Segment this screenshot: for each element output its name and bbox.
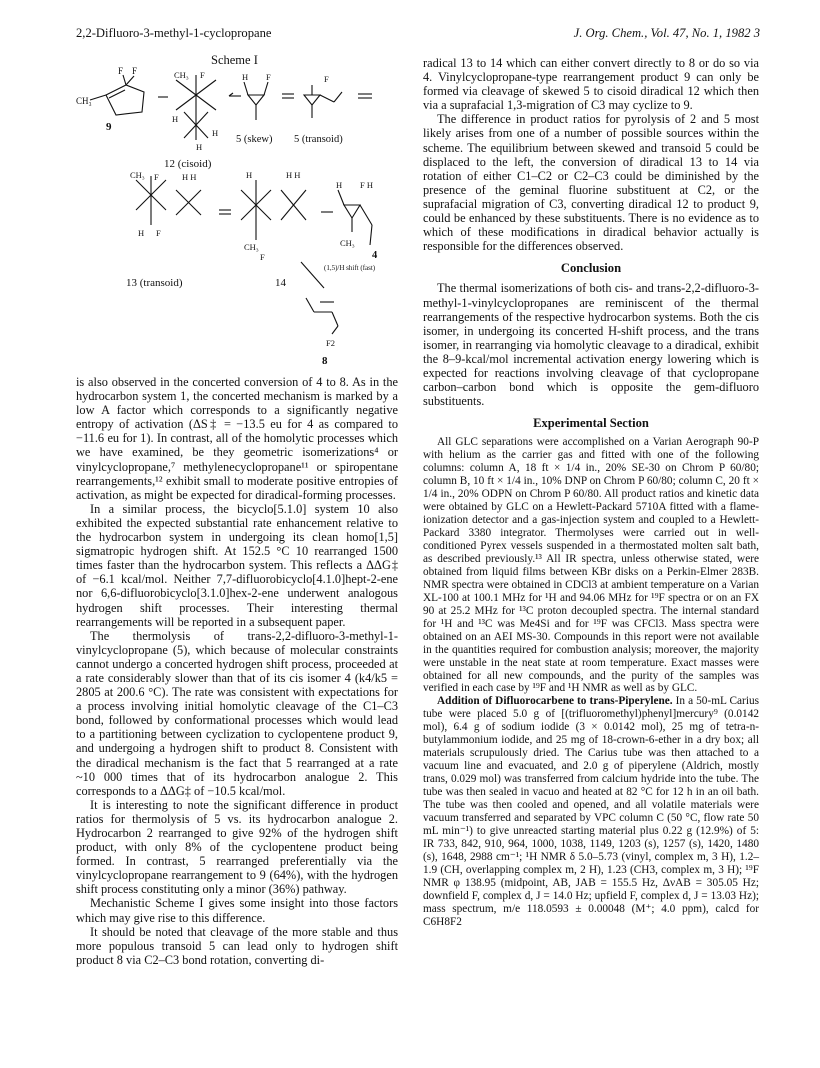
left-column — [76, 375, 398, 967]
svg-text:H: H — [138, 228, 145, 238]
svg-text:F: F — [118, 66, 124, 76]
svg-text:H H: H H — [182, 172, 197, 182]
paragraph: The thermolysis of trans-2,2-difluoro-3-methyl-1-vinylcyclopropane (5), which because of molecular constraints cannot undergo a concerted hydrogen shift process, proceeded at a rate considerably slower than that of its cis isomer 4 (k4/k5 = 2805 at 200.6 °C). The rate was consistent with expectations for a process involving initial homolytic cleavage of the C1–C3 bond, followed by conformational processes which would lead to a partitioning between cyclization to cyclopentene product 9, and undergoing a hydrogen shift to product 8. Consistent with the diradical mechanism is the fact that 5 rearranged at a rate ~10 000 times that of its hydrocarbon analogue 2. This corresponds to a ΔΔG‡ of −10.5 kcal/mol. — [76, 628, 398, 798]
label-5-transoid: 5 (transoid) — [294, 134, 343, 145]
svg-text:CH₃: CH₃ — [174, 70, 189, 80]
svg-text:H H: H H — [286, 170, 301, 180]
paragraph: is also observed in the concerted conversion of 4 to 8. As in the hydrocarbon system 1, the concerted mechanism is marked by a low A factor which corresponds to a significantly negative entropy of activation (ΔS‡ = −13.5 eu for 4 as compared to −11.6 eu for 1). In contrast, all of the homolytic processes which we have examined, be they geometric isomerizations⁴ or vinylcyclopropane,⁷ methylenecyclopropane¹¹ or spiropentane rearrangements,¹² exhibit small to moderate positive entropies of activation, as might be expected for diradical-forming processes. — [76, 375, 398, 502]
label-4: 4 — [372, 250, 378, 261]
label-12: 12 (cisoid) — [164, 158, 212, 170]
label-hshift: (1,5)/H shift (fast) — [324, 264, 376, 272]
structure-12 — [164, 70, 218, 170]
paragraph: All GLC separations were accomplished on a Varian Aerograph 90-P with helium as the carrier gas and fitted with one of the following columns: column A, 18 ft × 1/4 in., 20% SE-30 on Chrom P 60/80; column B, 10 ft × 1/4 in., 10% DNP on Chrom P 60/80; column C, 20 ft × 1/4 in., 20% ODPN on Chrom P 60/80. All product ratios and kinetic data were obtained by GLC on a Hewlett-Packard 5710A fitted with a flame-ionization detector and a gas-injection system and coupled to a Hewlett-Packard 3380 integrator. Thermolyses were carried out in well-conditioned Pyrex vessels suspended in a thermostated molten salt bath, as described previously.¹³ All IR spectra, unless otherwise stated, were obtained from liquid films between KBr disks on a Perkin-Elmer 283B. NMR spectra were obtained in CDCl3 at ambient temperature on a Varian XL-100 at 100.1 MHz for ¹H and 94.06 MHz for ¹⁹F spectra or on an FX 90 at 25.2 MHz for ¹³C proton decoupled spectra. The internal standard for ¹H and ¹³C was Me4Si and for ¹⁹F was CFCl3. Mass spectra were obtained on an AEI MS-30. Compounds in this report were not available in the quantities required for combustion analysis; moreover, the majority were unstable in the neat state at room temperature. Exact masses were obtained for all new compounds, and the purity of the samples was verified in each case by ¹⁹F and ¹H NMR as well as by GLC. — [423, 436, 759, 695]
paragraph: The thermal isomerizations of both cis- and trans-2,2-difluoro-3-methyl-1-vinylcyclopropanes are reminiscent of the thermal rearrangements of the respective hydrocarbon systems. Both the cis isomer, in undergoing its concerted H-shift process, and the trans isomer, in rearranging via homolytic cleavage to a diradical, exhibit the 8–9-kcal/mol incremental activation energy lowering which is expected for reactions involving cleavage of that cyclopropane carbon–carbon bond which is opposite the gem-difluoro substituents. — [423, 281, 759, 409]
svg-text:F: F — [266, 72, 271, 82]
svg-text:F: F — [260, 252, 265, 262]
paragraph: It is interesting to note the significant difference in product ratios for thermolysis of 5 vs. its hydrocarbon analogue 2. Hydrocarbon 2 rearranged to give 92% of the hydrogen shift product, with only 8% of the cyclopentene product being formed. In contrast, 5 rearranged preferentially via the vinylcyclopropane rearrangement to 9 (64%), with the hydrogen shift process constituting only a minor (36%) pathway. — [76, 797, 398, 897]
svg-text:F: F — [156, 228, 161, 238]
procedure-heading: Addition of Difluorocarbene to trans-Piperylene. — [437, 695, 673, 708]
paragraph: radical 13 to 14 which can either convert directly to 8 or do so via 4. Vinylcyclopropane-type rearrangement product 9 can only be formed via cleavage of skewed 5 to cisoid diradical 12 which then via a suprafacial 1,3-migration of C3 may cyclize to 9. — [423, 56, 759, 113]
svg-text:H: H — [246, 170, 253, 180]
structure-5-skew — [236, 72, 273, 145]
structure-4 — [336, 180, 378, 261]
section-heading-experimental: Experimental Section — [533, 416, 649, 431]
running-header-journal: J. Org. Chem., Vol. 47, No. 1, 1982 3 — [573, 26, 760, 40]
label-13: 13 (transoid) — [126, 277, 183, 289]
label-5-skew: 5 (skew) — [236, 134, 273, 145]
svg-text:CH₃: CH₃ — [244, 242, 259, 252]
scheme-diagram — [76, 50, 398, 368]
paragraph: Mechanistic Scheme I gives some insight into those factors which may give rise to this difference. — [76, 896, 398, 925]
structure-5-transoid — [294, 74, 343, 145]
svg-text:H: H — [336, 180, 343, 190]
right-column — [423, 56, 759, 929]
svg-text:F H: F H — [360, 180, 373, 190]
svg-text:H: H — [242, 72, 249, 82]
running-header-title: 2,2-Difluoro-3-methyl-1-cyclopropane — [76, 26, 272, 40]
svg-text:F: F — [132, 66, 138, 76]
svg-text:H: H — [212, 128, 219, 138]
paragraph: It should be noted that cleavage of the more stable and thus more populous transoid 5 can lead only to hydrogen shift product 8 via C2–C3 bond rotation, converting di- — [76, 924, 398, 967]
paragraph: The difference in product ratios for pyrolysis of 2 and 5 most likely arises from one of a number of possible sources within the scheme. The equilibrium between skewed and transoid 5 could be displaced to the left, the conversion of diradical 13 to 14 via rotation of either C1–C2 or C2–C3 could be diminished by the presence of the geminal fluorine substituent at C2, or the suprafacial migration of C3, converting diradical 12 to product 9, could be enhanced by these substituents. There is no evidence as to which of these modifications in diradical behavior actually is responsible for the differences observed. — [423, 112, 759, 254]
svg-text:CH₃: CH₃ — [130, 170, 145, 180]
svg-text:CH₃: CH₃ — [340, 238, 355, 248]
label-f2: F2 — [326, 338, 335, 348]
label-8: 8 — [322, 355, 328, 367]
svg-text:H: H — [172, 114, 179, 124]
section-heading-conclusion: Conclusion — [560, 261, 622, 276]
structure-14 — [241, 170, 306, 289]
structure-13 — [126, 170, 201, 289]
label-14: 14 — [275, 277, 286, 289]
paragraph-procedure — [423, 695, 759, 928]
paragraph: In a similar process, the bicyclo[5.1.0] system 10 also exhibited the expected substantial rate enhancement relative to the hydrocarbon system in undergoing its clean homo[1,5] sigmatropic hydrogen shift. At 152.5 °C 10 rearranged 1500 times faster than the hydrocarbon system. This reflects a ΔΔG‡ of −6.1 kcal/mol. Neither 7,7-difluorobicyclo[4.1.0]hept-2-ene nor 6,6-difluorobicyclo[3.1.0]hex-2-ene underwent analogous hydrogen shift processes. Their interesting thermal rearrangements will be reported in a subsequent paper. — [76, 501, 398, 629]
svg-text:F: F — [200, 70, 205, 80]
scheme-figure — [76, 50, 398, 368]
svg-text:CH₃: CH₃ — [76, 96, 92, 106]
svg-text:F: F — [324, 74, 329, 84]
scheme-title: Scheme I — [211, 53, 258, 67]
structure-9 — [76, 66, 144, 133]
label-9: 9 — [106, 121, 112, 133]
structure-8 — [306, 298, 338, 367]
svg-text:H: H — [196, 142, 203, 152]
svg-text:F: F — [154, 172, 159, 182]
procedure-text: In a 50-mL Carius tube were placed 5.0 g of [(trifluoromethyl)phenyl]mercury⁹ (0.0142 mol), 6.4 g of sodium iodide (3 × 0.0142 mol), 25 mg of tetra-n-butylammonium iodide, and 25 mg of 18-crown-6-ether in a dry box; all materials scrupulously dried. The Carius tube was then attached to a vacuum line and evacuated, and 2.0 g of piperylene (Aldrich, mostly trans, 0.029 mol) was transferred from calcium hydride into the tube. The tube was then sealed in vacuo and heated at 82 °C for 12 h in an oil bath. The tube was then cooled and opened, and all volatile materials were vacuum transferred and separated by VPC column C (50 °C, flow rate 50 mL min⁻¹) to give unreacted starting material plus 0.22 g (12.9%) of 5: IR 733, 842, 910, 964, 1000, 1038, 1149, 1203 (s), 1257 (s), 1420, 1480 (s), 1648, 2988 cm⁻¹; ¹H NMR δ 5.0–5.73 (vinyl, complex m, 3 H), 1.2–1.9 (CH, overlapping complex m, 2 H), 1.23 (CH3, complex m, 3 H); ¹⁹F NMR φ 138.95 (midpoint, AB, JAB = 155.5 Hz, ΔνAB = 305.05 Hz; downfield F, complex d, J = 14.0 Hz; upfield F, complex d, J = 13.03 Hz); mass spectrum, m/e 118.0593 ± 0.00048 (M⁺; 4.0 ppm), calcd for C6H8F2 — [423, 695, 760, 928]
